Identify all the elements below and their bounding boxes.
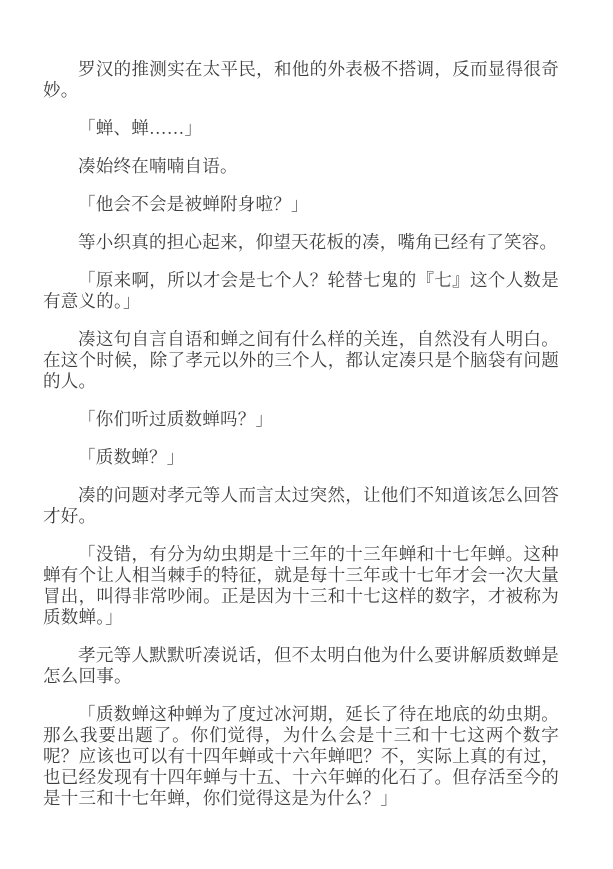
dialogue-paragraph: 「质数蝉这种蝉为了度过冰河期，延长了待在地底的幼虫期。那么我要出题了。你们觉得，为什么会是十三和十七这两个数字呢？应该也可以有十四年蝉或十六年蝉吧？不，实际上真的有过，也已经发现有十四年蝉与十五、十六年蝉的化石了。但存活至今的是十三和十七年蝉，你们觉得这是为什么？」 xyxy=(43,704,559,808)
dialogue-paragraph: 「质数蝉？」 xyxy=(78,447,185,467)
narration-paragraph: 凑的问题对孝元等人而言太过突然，让他们不知道该怎么回答才好。 xyxy=(43,485,559,526)
dialogue-paragraph: 「原来啊，所以才会是七个人？轮替七鬼的『七』这个人数是有意义的。」 xyxy=(43,270,559,311)
narration-paragraph: 凑始终在喃喃自语。 xyxy=(78,156,238,176)
narration-paragraph: 孝元等人默默听凑说话，但不太明白他为什么要讲解质数蝉是怎么回事。 xyxy=(43,645,559,686)
dialogue-paragraph: 「你们听过质数蝉吗？」 xyxy=(78,409,274,429)
dialogue-paragraph: 「他会不会是被蝉附身啦？」 xyxy=(78,194,309,214)
narration-paragraph: 等小织真的担心起来，仰望天花板的凑，嘴角已经有了笑容。 xyxy=(78,232,558,252)
narration-paragraph: 罗汉的推测实在太平民，和他的外表极不搭调，反而显得很奇妙。 xyxy=(43,59,559,100)
narration-paragraph: 凑这句自言自语和蝉之间有什么样的关连，自然没有人明白。在这个时候，除了孝元以外的三个人，都认定凑只是个脑袋有问题的人。 xyxy=(43,329,559,391)
dialogue-paragraph: 「蝉、蝉……」 xyxy=(78,118,203,138)
dialogue-paragraph: 「没错，有分为幼虫期是十三年的十三年蝉和十七年蝉。这种蝉有个让人相当棘手的特征，就是每十三年或十七年才会一次大量冒出，叫得非常吵闹。正是因为十三和十七这样的数字，才被称为质数蝉。」 xyxy=(43,544,559,627)
